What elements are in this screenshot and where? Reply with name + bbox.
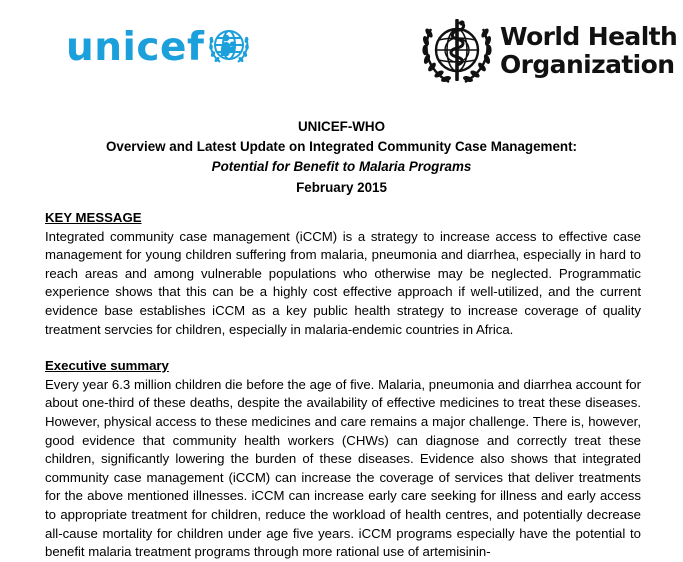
unicef-wordmark: unicef bbox=[66, 24, 205, 70]
executive-summary-paragraph: Every year 6.3 million children die before the age of five. Malaria, pneumonia and diarrhea account for about one-third of these deaths, despite the availability of effective medicines to treat these diseases. However, physical access to these medicines and care remains a major challenge. There is, however, good evidence that community health workers (CHWs) can diagnose and correctly treat these children, significantly lowering the burden of these diseases. Evidence also shows that integrated community case management (iCCM) can increase the coverage of services that deliver treatments for the above mentioned illnesses. iCCM can increase early care seeking for illness and early access to appropriate treatment for children, reduce the workload of health centres, and potentially decrease all-cause mortality for children under age five years. iCCM programs especially have the potential to benefit malaria treatment programs through more rational use of artemisinin- bbox=[45, 376, 641, 560]
document-body bbox=[45, 209, 641, 562]
who-logo bbox=[419, 12, 677, 90]
who-emblem-icon bbox=[419, 13, 495, 89]
title-line-subtitle: Potential for Benefit to Malaria Programs bbox=[211, 159, 472, 175]
section-spacer bbox=[45, 339, 641, 357]
title-line-date: February 2015 bbox=[296, 179, 387, 195]
who-wordmark-line1: World Health bbox=[500, 22, 678, 51]
document-title-block bbox=[0, 117, 683, 198]
title-line-main: Overview and Latest Update on Integrated Community Case Management: bbox=[106, 139, 577, 155]
key-message-paragraph: Integrated community case management (iCCM) is a strategy to increase access to effective case management for young children suffering from malaria, pneumonia and diarrhea, especially in hard to reach areas and among vulnerable populations who otherwise may be neglected. Programmatic experience shows that this can be a highly cost effective approach if well-utilized, and the current evidence base establishes iCCM as a key public health strategy to increase coverage of quality treatment servcies for children, especially in malaria-endemic countries in Africa. bbox=[45, 228, 641, 337]
title-line-organizations: UNICEF-WHO bbox=[297, 119, 386, 134]
executive-summary-heading: Executive summary bbox=[45, 358, 169, 374]
unicef-emblem-icon bbox=[207, 23, 251, 67]
key-message-heading: KEY MESSAGE bbox=[45, 210, 142, 225]
who-wordmark-line2: Organization bbox=[500, 50, 675, 79]
unicef-logo bbox=[66, 22, 251, 72]
who-wordmark bbox=[500, 23, 677, 79]
